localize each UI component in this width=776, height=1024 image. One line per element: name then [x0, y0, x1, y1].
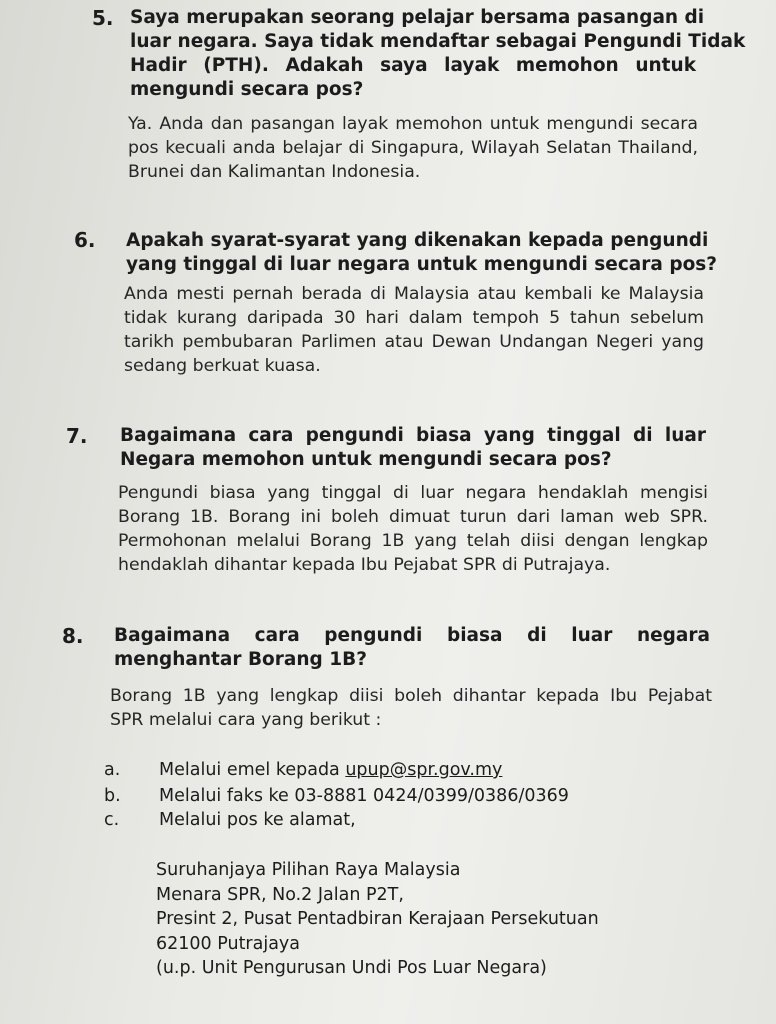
question-line: Hadir (PTH). Adakah saya layak memohon untuk — [130, 55, 696, 76]
email-link[interactable]: upup@spr.gov.my — [345, 760, 503, 780]
address-line: (u.p. Unit Pengurusan Undi Pos Luar Negara) — [156, 958, 547, 979]
question-line: luar negara. Saya tidak mendaftar sebagai Pengundi Tidak — [130, 31, 746, 52]
item-number: 6. — [74, 228, 96, 252]
list-marker: a. — [104, 760, 121, 780]
postal-address — [156, 858, 599, 981]
question-line: Bagaimana cara pengundi biasa yang tinggal di luar — [120, 425, 706, 446]
answer — [124, 282, 704, 378]
item-number: 7. — [66, 424, 88, 448]
list-marker: c. — [104, 810, 120, 830]
answer-line: Ya. Anda dan pasangan layak memohon untuk mengundi secara — [128, 114, 698, 134]
answer-line: hendaklah dihantar kepada Ibu Pejabat SPR di Putrajaya. — [118, 555, 611, 575]
question — [114, 624, 710, 672]
question-line: mengundi secara pos? — [130, 79, 364, 100]
question-line: Bagaimana cara pengundi biasa di luar negara — [114, 625, 710, 646]
answer-line: Permohonan melalui Borang 1B yang telah diisi dengan lengkap — [118, 531, 708, 551]
question-line: Saya merupakan seorang pelajar bersama pasangan di — [130, 7, 705, 28]
question-line: Negara memohon untuk mengundi secara pos? — [120, 449, 612, 470]
answer-line: Pengundi biasa yang tinggal di luar negara hendaklah mengisi — [118, 483, 708, 503]
question-line: menghantar Borang 1B? — [114, 649, 367, 670]
address-line: Suruhanjaya Pilihan Raya Malaysia — [156, 860, 461, 880]
answer — [110, 684, 712, 732]
answer-line: tidak kurang daripada 30 hari dalam tempoh 5 tahun sebelum — [124, 308, 704, 328]
question-line: Apakah syarat-syarat yang dikenakan kepada pengundi — [126, 230, 709, 251]
answer-line: SPR melalui cara yang berikut : — [110, 710, 382, 730]
answer-line: Anda mesti pernah berada di Malaysia atau kembali ke Malaysia — [124, 284, 704, 304]
question — [126, 229, 718, 277]
answer — [118, 481, 708, 577]
answer-line: Brunei dan Kalimantan Indonesia. — [128, 162, 421, 182]
answer-line: Borang 1B. Borang ini boleh dimuat turun dari laman web SPR. — [118, 507, 708, 527]
answer-line: Borang 1B yang lengkap diisi boleh dihantar kepada Ibu Pejabat — [110, 686, 712, 706]
list-text: Melalui emel kepada — [159, 760, 346, 780]
answer-line: tarikh pembubaran Parlimen atau Dewan Undangan Negeri yang — [124, 332, 704, 352]
question — [130, 6, 746, 102]
address-line: 62100 Putrajaya — [156, 933, 301, 954]
answer — [128, 112, 698, 184]
answer-line: pos kecuali anda belajar di Singapura, Wilayah Selatan Thailand, — [128, 138, 698, 158]
question — [120, 424, 706, 472]
list-marker: b. — [104, 786, 121, 806]
list-text: Melalui faks ke 03-8881 0424/0399/0386/0369 — [159, 786, 569, 806]
item-number: 8. — [62, 624, 84, 648]
address-line: Menara SPR, No.2 Jalan P2T, — [156, 884, 404, 905]
question-line: yang tinggal di luar negara untuk mengundi secara pos? — [126, 254, 718, 275]
answer-line: sedang berkuat kuasa. — [124, 356, 321, 376]
item-number: 5. — [92, 6, 114, 30]
list-text: Melalui pos ke alamat, — [159, 810, 356, 830]
address-line: Presint 2, Pusat Pentadbiran Kerajaan Persekutuan — [156, 909, 599, 930]
